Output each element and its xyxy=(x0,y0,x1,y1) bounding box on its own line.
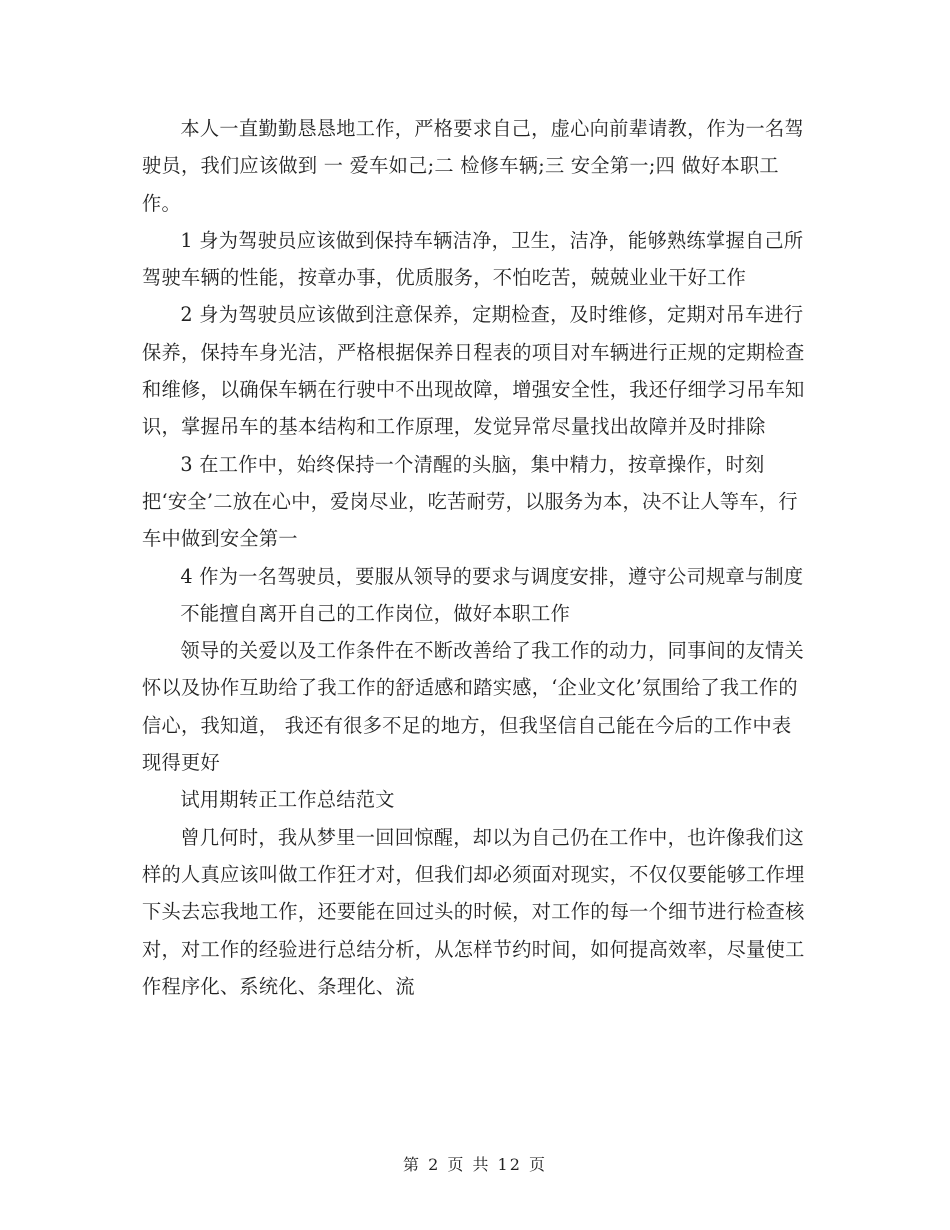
paragraph-item-1: 1 身为驾驶员应该做到保持车辆洁净，卫生，洁净，能够熟练掌握自己所驾驶车辆的性能，按章办事，优质服务，不怕吃苦，兢兢业业干好工作 xyxy=(142,228,804,290)
paragraph-duty: 不能擅自离开自己的工作岗位，做好本职工作 xyxy=(180,601,571,625)
paragraph-intro: 本人一直勤勤恳恳地工作，严格要求自己，虚心向前辈请教，作为一名驾驶员，我们应该做到 一 爱车如己;二 检修车辆;三 安全第一;四 做好本职工作。 xyxy=(142,117,804,215)
section-heading: 试用期转正工作总结范文 xyxy=(180,788,395,812)
paragraph-item-3: 3 在工作中，始终保持一个清醒的头脑，集中精力，按章操作，时刻把‘安全’二放在心中，爱岗尽业，吃苦耐劳，以服务为本，决不让人等车，行车中做到安全第一 xyxy=(142,452,798,551)
document-body xyxy=(142,110,807,1005)
paragraph-item-4: 4 作为一名驾驶员，要服从领导的要求与调度安排，遵守公司规章与制度 xyxy=(180,564,804,588)
paragraph-item-2: 2 身为驾驶员应该做到注意保养，定期检查，及时维修，定期对吊车进行保养，保持车身光洁，严格根据保养日程表的项目对车辆进行正规的定期检查和维修，以确保车辆在行驶中不出现故障，增强安全性，我还仔细学习吊车知识，掌握吊车的基本结构和工作原理，发觉异常尽量找出故障并及时排除 xyxy=(142,303,805,439)
paragraph-reflection: 曾几何时，我从梦里一回回惊醒，却以为自己仍在工作中，也许像我们这样的人真应该叫做工作狂才对，但我们却必须面对现实，不仅仅要能够工作埋下头去忘我地工作，还要能在回过头的时候，对工作的每一个细节进行检查核对，对工作的经验进行总结分析，从怎样节约时间，如何提高效率，尽量使工作程序化、系统化、条理化、流 xyxy=(142,825,805,998)
paragraph-gratitude: 领导的关爱以及工作条件在不断改善给了我工作的动力，同事间的友情关怀以及协作互助给了我工作的舒适感和踏实感，‘企业文化’氛围给了我工作的信心，我知道， 我还有很多不足的地方，但我坚信自己能在今后的工作中表现得更好 xyxy=(142,639,804,775)
page-footer: 第 2 页 共 12 页 xyxy=(403,1155,547,1174)
